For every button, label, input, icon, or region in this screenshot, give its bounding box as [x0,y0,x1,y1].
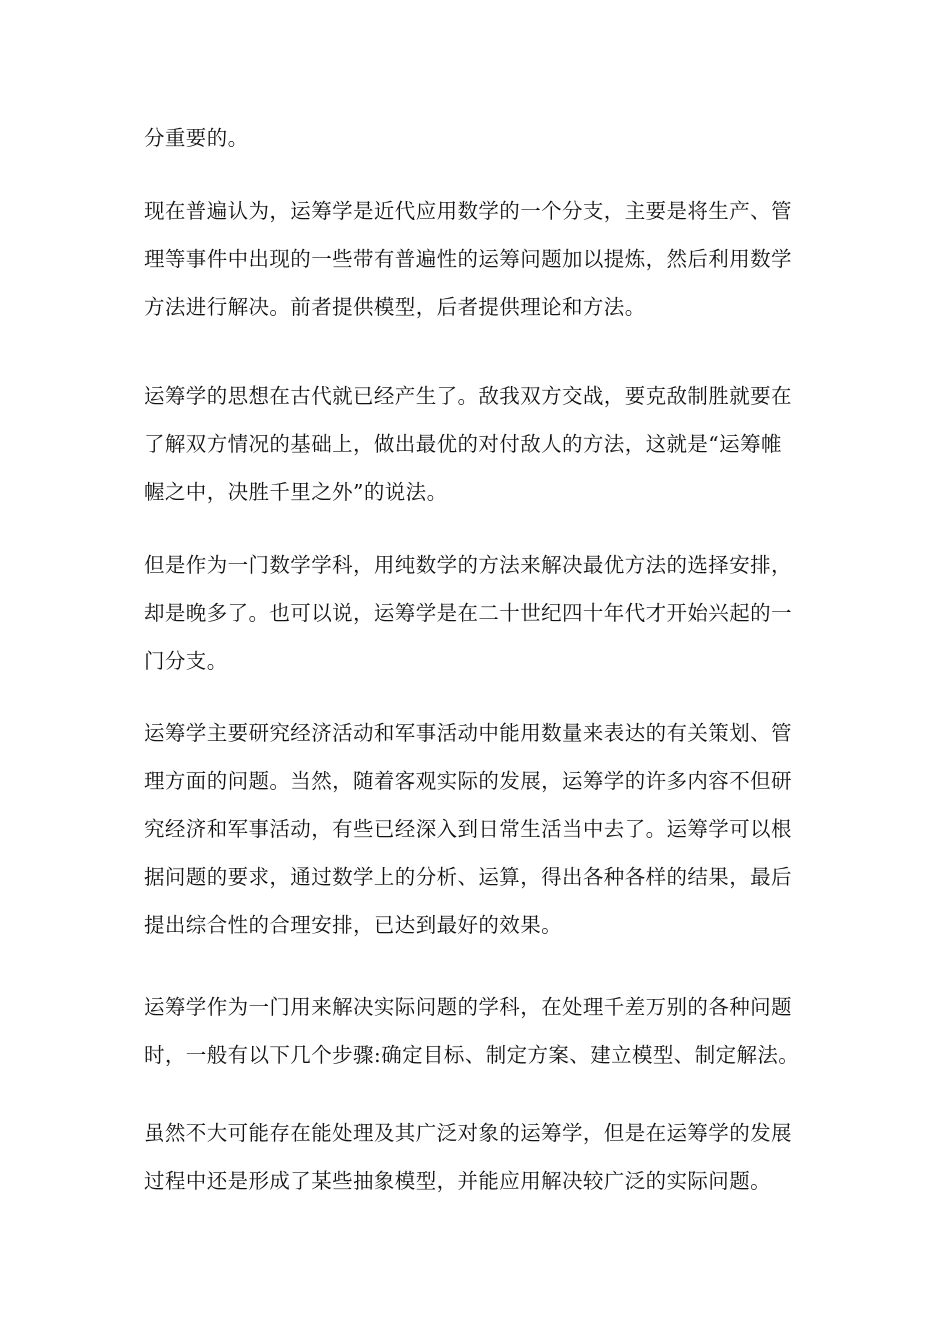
paragraph-line: 运筹学的思想在古代就已经产生了。敌我双方交战，要克敌制胜就要在 [144,384,792,408]
paragraph-line: 时，一般有以下几个步骤:确定目标、制定方案、建立模型、制定解法。 [144,1043,800,1067]
paragraph-line: 但是作为一门数学学科，用纯数学的方法来解决最优方法的选择安排， [144,553,792,577]
paragraph-line: 虽然不大可能存在能处理及其广泛对象的运筹学，但是在运筹学的发展 [144,1121,792,1145]
paragraph-line: 门分支。 [144,649,228,673]
paragraph-line: 方法进行解决。前者提供模型，后者提供理论和方法。 [144,295,646,319]
paragraph-1 [144,114,810,162]
paragraph-line: 过程中还是形成了某些抽象模型，并能应用解决较广泛的实际问题。 [144,1169,771,1193]
paragraph-6 [144,983,810,1079]
paragraph-3 [144,372,810,516]
paragraph-line: 运筹学作为一门用来解决实际问题的学科，在处理千差万别的各种问题 [144,995,792,1019]
paragraph-line: 运筹学主要研究经济活动和军事活动中能用数量来表达的有关策划、管 [144,721,792,745]
paragraph-2 [144,187,810,331]
paragraph-7 [144,1109,810,1205]
paragraph-line: 究经济和军事活动，有些已经深入到日常生活当中去了。运筹学可以根 [144,817,792,841]
paragraph-line: 分重要的。 [144,126,249,150]
paragraph-line: 现在普遍认为，运筹学是近代应用数学的一个分支，主要是将生产、管 [144,199,792,223]
paragraph-line: 理方面的问题。当然，随着客观实际的发展，运筹学的许多内容不但研 [144,769,792,793]
paragraph-line: 据问题的要求，通过数学上的分析、运算，得出各种各样的结果，最后 [144,865,792,889]
paragraph-line: 了解双方情况的基础上，做出最优的对付敌人的方法，这就是“运筹帷 [144,432,782,456]
paragraph-5 [144,709,810,949]
paragraph-line: 提出综合性的合理安排，已达到最好的效果。 [144,913,562,937]
paragraph-line: 理等事件中出现的一些带有普遍性的运筹问题加以提炼，然后利用数学 [144,247,792,271]
paragraph-4 [144,541,810,685]
paragraph-line: 却是晚多了。也可以说，运筹学是在二十世纪四十年代才开始兴起的一 [144,601,792,625]
paragraph-line: 幄之中，决胜千里之外”的说法。 [144,480,448,504]
